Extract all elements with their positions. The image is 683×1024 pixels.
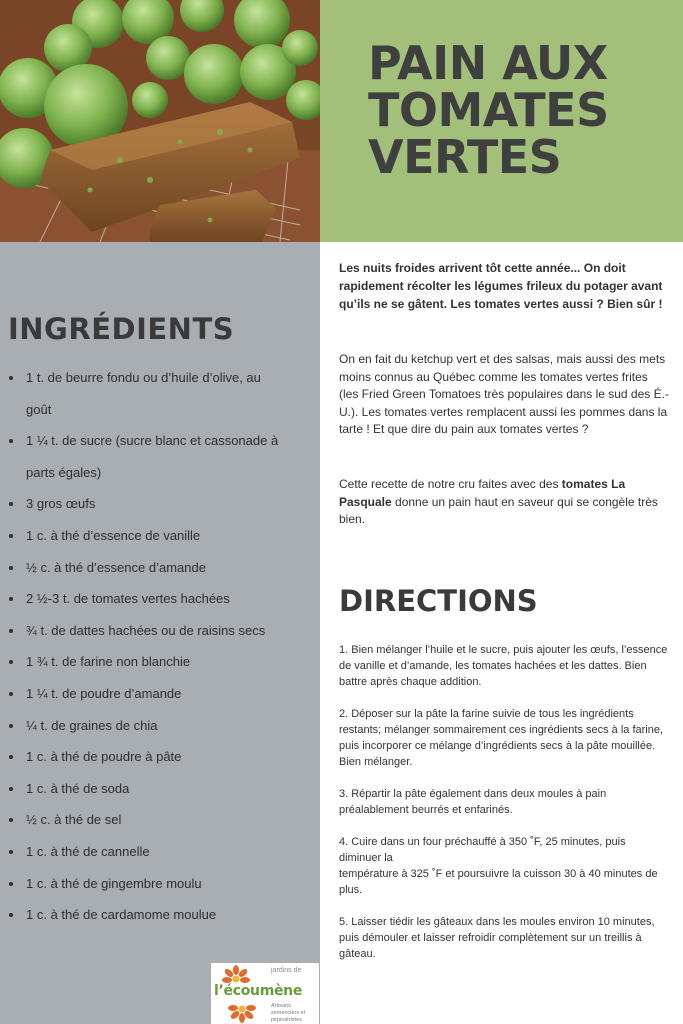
- ingredient-item: ½ c. à thé d’essence d’amande: [26, 552, 310, 584]
- ingredient-item: ¼ t. de graines de chia: [26, 710, 310, 742]
- title-line-2: TOMATES: [368, 83, 609, 137]
- ingredient-item: 1 ¼ t. de poudre d’amande: [26, 678, 310, 710]
- brand-logo: [211, 963, 319, 1024]
- ingredients-heading: INGRÉDIENTS: [8, 312, 235, 346]
- intro-p3-text-after: donne un pain haut en saveur qui se congèle très bien.: [339, 494, 658, 527]
- page-title: [368, 36, 609, 184]
- ingredient-item: 1 c. à thé d’essence de vanille: [26, 520, 310, 552]
- ingredient-item: 3 gros œufs: [26, 488, 310, 520]
- ingredient-item: 1 c. à thé de cardamome moulue: [26, 899, 310, 931]
- logo-name: l’écoumène: [214, 983, 303, 999]
- directions-heading: DIRECTIONS: [339, 584, 538, 618]
- ingredients-list: [26, 362, 310, 931]
- ingredient-item: 1 c. à thé de poudre à pâte: [26, 741, 310, 773]
- flower-logo-icon: [225, 1001, 259, 1023]
- ingredient-item: 1 c. à thé de gingembre moulu: [26, 868, 310, 900]
- logo-tagline: Artisans semenciers et pépiniéristes: [271, 1003, 306, 1023]
- ingredient-item-continued: goût: [26, 401, 52, 417]
- directions-steps: [339, 642, 669, 978]
- direction-step: 4. Cuire dans un four préchauffé à 350 ˚F, 25 minutes, puis diminuer la température à 325 ˚F et poursuivre la cuisson 30 à 40 minutes de plus.: [339, 836, 658, 896]
- tomato-variety-name: tomates La Pasquale: [339, 477, 626, 509]
- ingredient-item: 1 c. à thé de soda: [26, 773, 310, 805]
- logo-small-text: jardins de: [271, 967, 302, 974]
- ingredient-item: ¾ t. de dattes hachées ou de raisins secs: [26, 615, 310, 647]
- ingredient-item: 2 ½-3 t. de tomates vertes hachées: [26, 583, 310, 615]
- direction-step: 3. Répartir la pâte également dans deux moules à pain préalablement beurrés et enfarinés.: [339, 788, 607, 816]
- intro-paragraph: Les nuits froides arrivent tôt cette année... On doit rapidement récolter les légumes frileux du potager avant qu’ils ne se gâtent. Les tomates vertes aussi ? Bien sûr !: [339, 261, 663, 311]
- ingredient-item: 1 ¼ t. de sucre (sucre blanc et cassonade à: [26, 425, 310, 457]
- intro-p3-text-before: Cette recette de notre cru faites avec des: [339, 477, 562, 491]
- title-line-1: PAIN AUX: [368, 36, 608, 90]
- ingredient-item: 1 c. à thé de cannelle: [26, 836, 310, 868]
- ingredient-item-continued: parts égales): [26, 464, 102, 480]
- title-block: [320, 0, 683, 242]
- intro-paragraph-3: [339, 476, 669, 529]
- direction-step: 5. Laisser tiédir les gâteaux dans les moules environ 10 minutes, puis démouler et laisser refroidir complètement sur un treillis à gâteau.: [339, 916, 655, 960]
- ingredients-panel: [0, 242, 320, 1024]
- direction-step: 1. Bien mélanger l’huile et le sucre, puis ajouter les œufs, l’essence de vanille et d’amande, les tomates hachées et les dattes. Bien battre après chaque addition.: [339, 644, 668, 688]
- bread-and-tomatoes-photo: [0, 0, 320, 242]
- direction-step: 2. Déposer sur la pâte la farine suivie de tous les ingrédients restants; mélanger sommairement ces ingrédients secs à la farine, puis incorporer ce mélange d’ingrédients secs à la pâte mouillée. Bien mélanger.: [339, 708, 664, 768]
- ingredient-item: ½ c. à thé de sel: [26, 804, 310, 836]
- ingredient-item: 1 t. de beurre fondu ou d’huile d’olive, au: [26, 362, 310, 394]
- title-line-3: VERTES: [368, 130, 562, 184]
- photo-illustration: [0, 0, 320, 242]
- ingredient-item: 1 ¾ t. de farine non blanchie: [26, 646, 310, 678]
- intro-paragraph-2: On en fait du ketchup vert et des salsas, mais aussi des mets moins connus au Québec comme les tomates vertes frites (les Fried Green Tomatoes très populaires dans le sud des É.-U.). Les tomates vertes remplacent aussi les pommes dans la tarte ! Et que dire du pain aux tomates vertes ?: [339, 352, 669, 437]
